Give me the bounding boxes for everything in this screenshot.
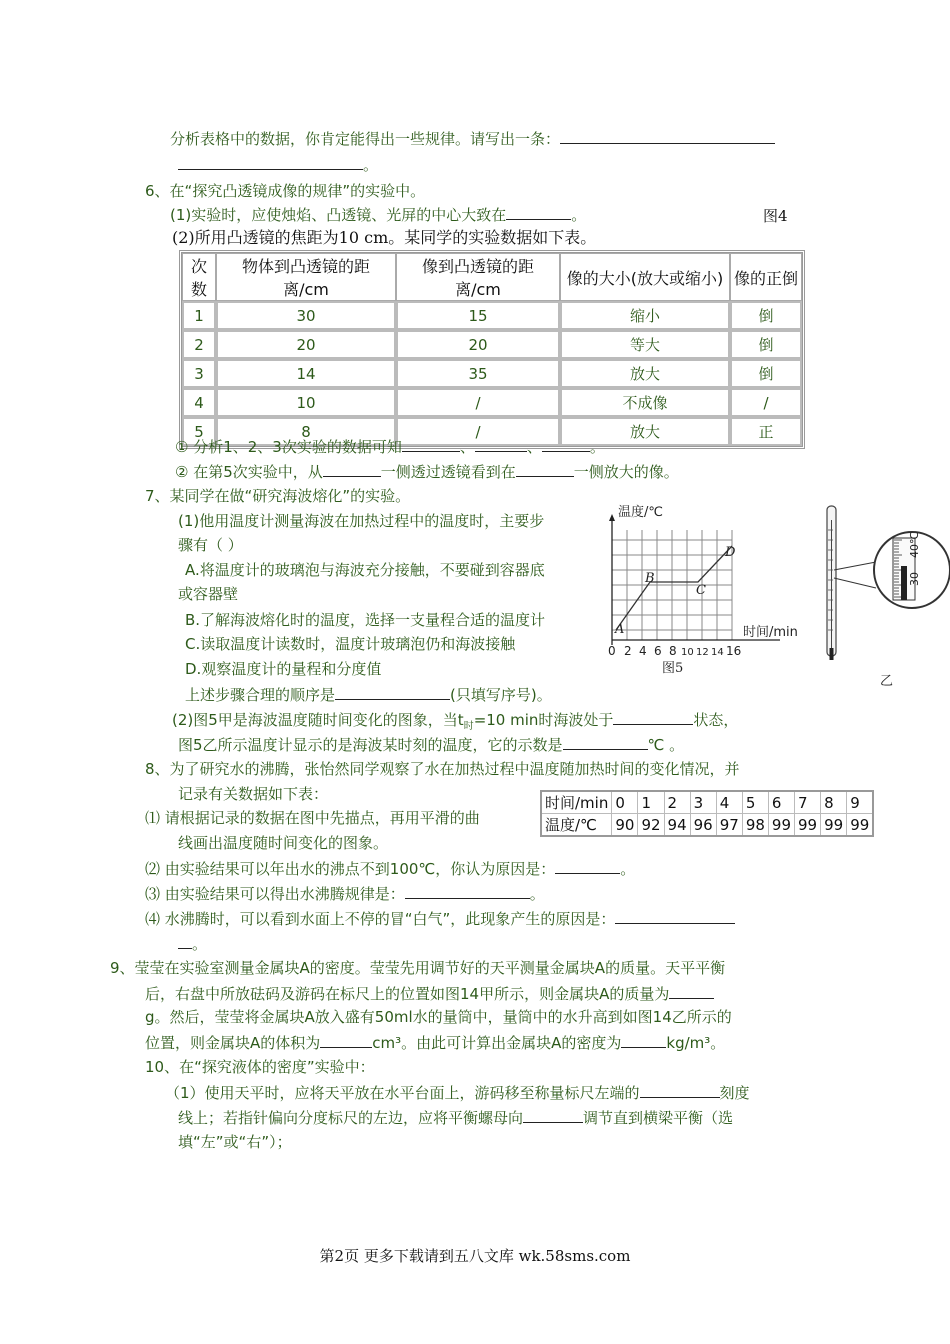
tick-label: 6 — [654, 644, 662, 658]
thermometer-figure — [818, 500, 950, 700]
table-row — [182, 359, 802, 388]
q8-part2: ⑵ 由实验结果可以年出水的沸点不到100℃，你认为原因是： 。 — [145, 860, 636, 878]
intro-line-1: 分析表格中的数据，你肯定能得出一些规律。请写出一条： — [170, 128, 775, 149]
q8-part4: ⑷ 水沸腾时，可以看到水面上不停的冒“白气”，此现象产生的原因是： — [145, 908, 735, 929]
q9-line-1: 9、莹莹在实验室测量金属块A的密度。莹莹先用调节好的天平测量金属块A的质量。天平平衡 — [110, 959, 726, 977]
table-cell: / — [396, 388, 560, 417]
table-cell: 缩小 — [560, 301, 730, 330]
q7-part1-line2: 骤有（ ） — [178, 536, 243, 554]
table-cell: 4 — [716, 791, 742, 814]
table-cell: / — [396, 417, 560, 446]
header-cell: 物体到凸透镜的距离/cm — [216, 253, 396, 301]
answer-blank — [178, 933, 192, 949]
point-label: C — [696, 583, 706, 598]
table-cell: 97 — [716, 814, 742, 837]
table-cell: 94 — [664, 814, 690, 837]
q7-part3: 图5乙所示温度计显示的是海波某时刻的温度，它的示数是 ℃ 。 — [178, 736, 685, 754]
q9-line-3: g。然后，莹莹将金属块A放入盛有50ml水的量筒中，量筒中的水升高到如图14乙所示的 — [145, 1008, 732, 1026]
answer-blank — [516, 461, 574, 477]
q10-part1: （1）使用天平时，应将天平放在水平台面上，游码移至称量标尺左端的 刻度 — [165, 1084, 750, 1102]
table-cell: 20 — [216, 330, 396, 359]
table-cell: 99 — [847, 814, 874, 837]
q7-part1-line1: (1)他用温度计测量海波在加热过程中的温度时，主要步 — [178, 512, 545, 530]
q10-part1-cont: 线上；若指针偏向分度标尺的左边，应将平衡螺母向 调节直到横梁平衡（选 — [178, 1109, 734, 1127]
table-cell: 1 — [182, 301, 216, 330]
answer-blank — [178, 154, 363, 170]
figure-5-caption: 图5 — [662, 661, 684, 675]
table-cell: 7 — [795, 791, 821, 814]
lens-data-table — [179, 250, 805, 449]
header-cell: 像到凸透镜的距离/cm — [396, 253, 560, 301]
table-cell: 8 — [216, 417, 396, 446]
thermometer-bulb — [830, 648, 834, 660]
boiling-data-table — [540, 790, 874, 837]
table-cell: 1 — [638, 791, 664, 814]
x-axis-label: 时间/min — [743, 625, 798, 640]
answer-blank — [475, 436, 527, 452]
answer-blank — [640, 1082, 720, 1098]
q6-sub1: ① 分析1、2、3次实验的数据可知 、 、 。 — [175, 438, 605, 456]
table-row — [541, 814, 873, 837]
header-cell: 次数 — [182, 253, 216, 301]
table-cell: 4 — [182, 388, 216, 417]
temperature-curve — [616, 546, 732, 630]
q8-title-1: 8、为了研究水的沸腾，张怡然同学观察了水在加热过程中温度随加热时间的变化情况，并 — [145, 760, 740, 778]
table-cell: 99 — [795, 814, 821, 837]
table-cell: / — [730, 388, 802, 417]
mercury-column — [901, 566, 907, 600]
answer-blank — [560, 128, 775, 144]
table-cell: 9 — [847, 791, 874, 814]
tick-label: 0 — [608, 644, 616, 658]
table-row — [541, 791, 873, 814]
q7-title: 7、某同学在做“研究海波熔化”的实验。 — [145, 487, 411, 505]
thermometer-caption: 乙 — [880, 674, 894, 689]
table-cell: 倒 — [730, 330, 802, 359]
answer-blank — [320, 1032, 372, 1048]
answer-blank — [323, 461, 381, 477]
answer-blank — [542, 436, 590, 452]
table-cell: 放大 — [560, 359, 730, 388]
q8-part1-line1: ⑴ 请根据记录的数据在图中先描点，再用平滑的曲 — [145, 809, 480, 827]
answer-blank — [523, 1107, 583, 1123]
table-cell: 等大 — [560, 330, 730, 359]
point-label: A — [615, 622, 625, 637]
table-cell: 0 — [612, 791, 638, 814]
q6-part1: (1)实验时，应使烛焰、凸透镜、光屏的中心大致在 。 — [170, 206, 587, 224]
table-row — [182, 330, 802, 359]
tick-label: 8 — [669, 644, 677, 658]
q10-title: 10、在“探究液体的密度”实验中： — [145, 1058, 375, 1076]
q6-title: 6、在“探究凸透镜成像的规律”的实验中。 — [145, 182, 426, 200]
tick-label: 12 — [696, 647, 709, 658]
table-cell: 不成像 — [560, 388, 730, 417]
answer-blank — [613, 709, 693, 725]
tick-label: 2 — [624, 644, 632, 658]
scale-label-30: 30 — [908, 572, 921, 586]
point-label: B — [645, 571, 655, 586]
answer-blank — [402, 436, 460, 452]
tick-label: 10 — [681, 647, 694, 658]
table-cell: 倒 — [730, 301, 802, 330]
table-cell: 正 — [730, 417, 802, 446]
q7-option-a: A.将温度计的玻璃泡与海波充分接触，不要碰到容器底 — [185, 561, 545, 579]
table-cell: 放大 — [560, 417, 730, 446]
answer-blank — [506, 204, 571, 220]
answer-blank — [669, 983, 714, 999]
table-cell: 5 — [182, 417, 216, 446]
point-label: D — [725, 545, 736, 560]
q10-part1-end: 填“左”或“右”）； — [178, 1133, 292, 1151]
table-header-row — [182, 253, 802, 301]
header-cell: 像的正倒 — [730, 253, 802, 301]
table-cell: 倒 — [730, 359, 802, 388]
q6-sub2: ② 在第5次实验中，从 一侧透过透镜看到在 一侧放大的像。 — [175, 463, 679, 481]
q8-part4-end: 。 — [178, 933, 207, 954]
melting-graph — [600, 500, 810, 675]
intro-line-2: 。 — [178, 154, 378, 175]
q9-line-4: 位置，则金属块A的体积为 cm³。由此可计算出金属块A的密度为 kg/m³。 — [145, 1034, 726, 1052]
tick-label: 14 — [711, 647, 724, 658]
table-cell: 99 — [768, 814, 794, 837]
answer-blank — [405, 883, 530, 899]
header-cell: 像的大小(放大或缩小) — [560, 253, 730, 301]
table-cell: 2 — [664, 791, 690, 814]
row-label: 温度/℃ — [541, 814, 612, 837]
table-cell: 15 — [396, 301, 560, 330]
table-cell: 92 — [638, 814, 664, 837]
table-cell: 8 — [821, 791, 847, 814]
q7-part2: (2)图5甲是海波温度随时间变化的图象，当$t_时=10$ min时海波处于 状态， — [172, 711, 739, 732]
page-footer: 第2页 更多下载请到五八文库 wk.58sms.com — [319, 1247, 631, 1265]
figure-4-label: 图4 — [763, 207, 788, 225]
q6-part2: (2)所用凸透镜的焦距为10 cm。某同学的实验数据如下表。 — [172, 228, 597, 247]
tick-label: 4 — [639, 644, 647, 658]
answer-blank — [563, 734, 648, 750]
y-axis-label: 温度/℃ — [618, 505, 663, 520]
scale-label-40: 40℃ — [908, 531, 921, 558]
answer-blank — [621, 1032, 666, 1048]
table-cell: 6 — [768, 791, 794, 814]
q9-line-2: 后，右盘中所放砝码及游码在标尺上的位置如图14甲所示，则金属块A的质量为 — [145, 983, 714, 1004]
table-cell: 20 — [396, 330, 560, 359]
table-cell: 3 — [182, 359, 216, 388]
table-cell: 14 — [216, 359, 396, 388]
table-row — [182, 301, 802, 330]
table-cell: 90 — [612, 814, 638, 837]
q8-part3: ⑶ 由实验结果可以得出水沸腾规律是： 。 — [145, 885, 545, 903]
answer-blank — [335, 684, 450, 700]
q7-option-c: C.读取温度计读数时，温度计玻璃泡仍和海波接触 — [185, 635, 516, 653]
q7-option-b: B.了解海波熔化时的温度，选择一支量程合适的温度计 — [185, 611, 546, 629]
table-cell: 30 — [216, 301, 396, 330]
table-cell: 2 — [182, 330, 216, 359]
row-label: 时间/min — [541, 791, 612, 814]
table-cell: 10 — [216, 388, 396, 417]
q7-option-d: D.观察温度计的量程和分度值 — [185, 660, 382, 678]
table-cell: 35 — [396, 359, 560, 388]
q8-title-2: 记录有关数据如下表： — [178, 785, 329, 803]
table-row — [182, 388, 802, 417]
answer-blank — [615, 908, 735, 924]
table-cell: 5 — [742, 791, 768, 814]
table-cell: 99 — [821, 814, 847, 837]
table-cell: 3 — [690, 791, 716, 814]
answer-blank — [555, 858, 620, 874]
y-axis-arrow-icon — [609, 514, 615, 521]
table-cell: 98 — [742, 814, 768, 837]
table-cell: 96 — [690, 814, 716, 837]
q7-option-a-cont: 或容器壁 — [178, 585, 239, 603]
q8-part1-line2: 线画出温度随时间变化的图象。 — [178, 834, 389, 852]
q7-order: 上述步骤合理的顺序是 (只填写序号)。 — [185, 686, 552, 704]
tick-label: 16 — [726, 644, 742, 658]
